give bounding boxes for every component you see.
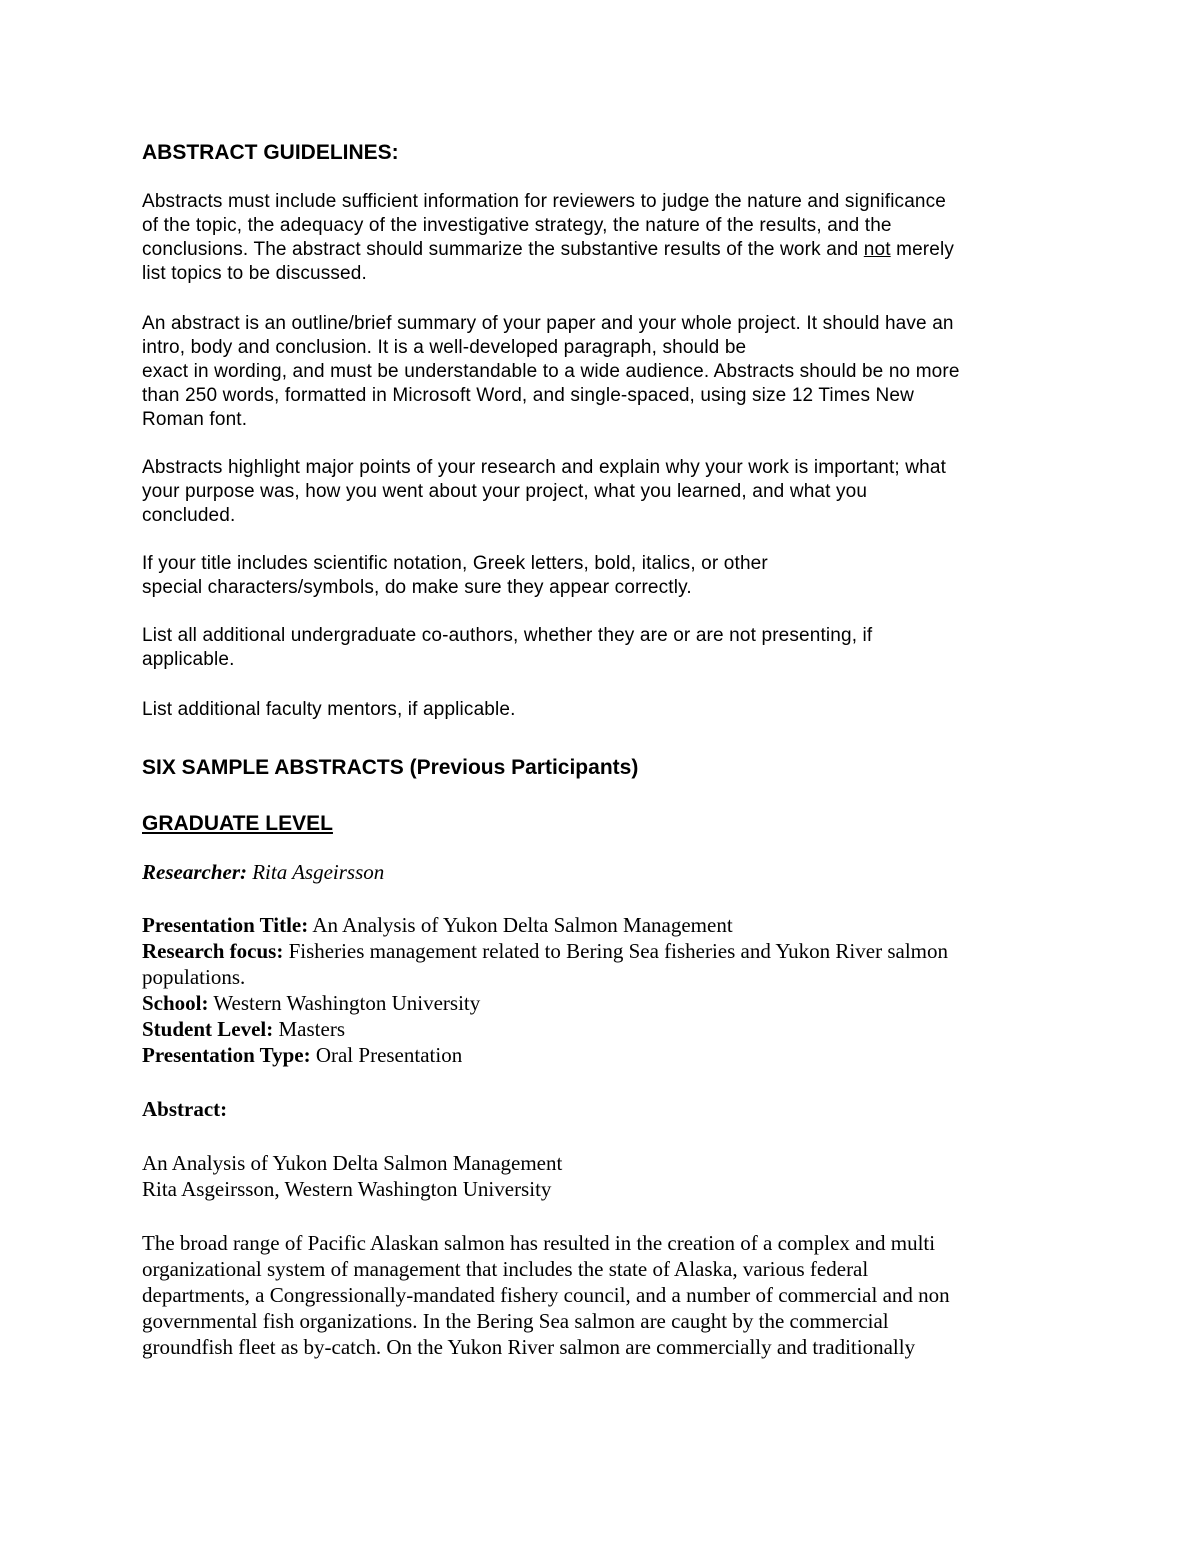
text-line: List additional faculty mentors, if applicable.	[142, 699, 516, 720]
field-value: An Analysis of Yukon Delta Salmon Management	[312, 913, 733, 937]
field-value: Oral Presentation	[315, 1043, 463, 1067]
presentation-details	[142, 912, 1082, 1068]
text-line: exact in wording, and must be understandable to a wide audience. Abstracts should be no more	[142, 361, 960, 382]
research-focus-row	[142, 938, 1082, 964]
text-line: intro, body and conclusion. It is a well-developed paragraph, should be	[142, 337, 747, 358]
abstract-label-text: Abstract:	[142, 1097, 228, 1121]
text-line: Abstracts must include sufficient information for reviewers to judge the nature and significance	[142, 191, 947, 212]
field-label: Presentation Type:	[142, 1043, 311, 1067]
field-label: Research focus:	[142, 939, 284, 963]
samples-heading: SIX SAMPLE ABSTRACTS (Previous Participants)	[142, 756, 639, 779]
research-focus-row-continued: populations.	[142, 965, 246, 989]
document-page	[142, 140, 1082, 1360]
text-line: governmental fish organizations. In the Bering Sea salmon are caught by the commercial	[142, 1309, 889, 1333]
abstract-body	[142, 1230, 1082, 1360]
abstract-title: An Analysis of Yukon Delta Salmon Management	[142, 1151, 563, 1175]
text-line: List all additional undergraduate co-authors, whether they are or are not presenting, if	[142, 625, 873, 646]
text-run: merely	[890, 239, 955, 260]
text-line: of the topic, the adequacy of the investigative strategy, the nature of the results, and the	[142, 215, 892, 236]
guidelines-heading: ABSTRACT GUIDELINES:	[142, 141, 399, 164]
underlined-word: not	[863, 239, 891, 260]
researcher-line	[142, 859, 1082, 885]
text-line: applicable.	[142, 649, 235, 670]
field-value: Masters	[278, 1017, 345, 1041]
field-label: Presentation Title:	[142, 913, 309, 937]
guidelines-paragraph-3	[142, 456, 1082, 528]
researcher-label: Researcher:	[142, 860, 247, 884]
text-line	[142, 238, 1082, 262]
text-line: If your title includes scientific notation, Greek letters, bold, italics, or other	[142, 553, 768, 574]
text-line: departments, a Congressionally-mandated fishery council, and a number of commercial and non	[142, 1283, 950, 1307]
presentation-type-row	[142, 1042, 1082, 1068]
text-line: organizational system of management that includes the state of Alaska, various federal	[142, 1257, 869, 1281]
text-line: An abstract is an outline/brief summary of your paper and your whole project. It should have an	[142, 313, 954, 334]
school-row	[142, 990, 1082, 1016]
guidelines-paragraph-6	[142, 698, 1082, 722]
guidelines-paragraph-2	[142, 312, 1082, 432]
abstract-author: Rita Asgeirsson, Western Washington University	[142, 1177, 552, 1201]
abstract-header	[142, 1150, 1082, 1202]
field-value: Western Washington University	[213, 991, 481, 1015]
text-line: Abstracts highlight major points of your research and explain why your work is important; what	[142, 457, 947, 478]
guidelines-paragraph-1	[142, 190, 1082, 286]
field-label: School:	[142, 991, 209, 1015]
text-line: your purpose was, how you went about your project, what you learned, and what you	[142, 481, 868, 502]
student-level-row	[142, 1016, 1082, 1042]
abstract-label	[142, 1096, 1082, 1122]
presentation-title-row	[142, 912, 1082, 938]
field-label: Student Level:	[142, 1017, 274, 1041]
graduate-level-label: GRADUATE LEVEL	[142, 812, 333, 835]
guidelines-paragraph-5	[142, 624, 1082, 672]
text-line: Roman font.	[142, 409, 248, 430]
guidelines-paragraph-4	[142, 552, 1082, 600]
graduate-level-heading	[142, 811, 1082, 837]
text-line: than 250 words, formatted in Microsoft Word, and single-spaced, using size 12 Times New	[142, 385, 915, 406]
text-line: The broad range of Pacific Alaskan salmon has resulted in the creation of a complex and multi	[142, 1231, 936, 1255]
field-value: Fisheries management related to Bering Sea fisheries and Yukon River salmon	[288, 939, 948, 963]
researcher-name: Rita Asgeirsson	[252, 860, 385, 884]
text-line: concluded.	[142, 505, 236, 526]
text-line: special characters/symbols, do make sure they appear correctly.	[142, 577, 692, 598]
text-run: conclusions. The abstract should summarize the substantive results of the work and	[142, 239, 864, 260]
text-line: list topics to be discussed.	[142, 263, 367, 284]
text-line: groundfish fleet as by-catch. On the Yukon River salmon are commercially and traditionally	[142, 1335, 916, 1359]
